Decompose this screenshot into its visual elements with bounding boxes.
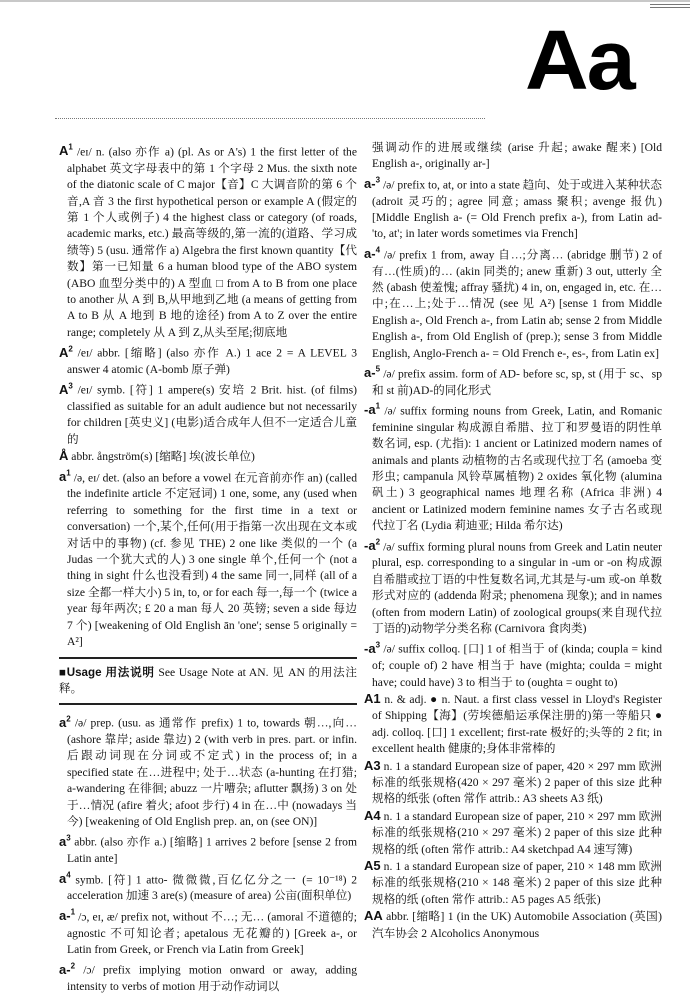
headword-text: -a	[364, 640, 376, 656]
headword-text: A3	[364, 757, 381, 773]
entry-definition: abbr. [缩略] 1 (in the UK) Automobile Association (英国)汽车协会 2 Alcoholics Anonymous	[372, 910, 662, 940]
entry-definition: /ə, eɪ/ det. (also an before a vowel 在元音前亦作 an) (called the indefinite article 不定冠词) 1 one, some, any (used when referring to something for the first time in a text or conversation) 一个,某个,任何(用于指第一次出现在文本或对话中的事物) (cf. 参见 THE) 2 one like 类似的一个 (a Judas 一个犹大式的人) 3 one single 单个,任何一个 (not a thing in sight 什么也没看到) 4 the same 同一,同样 (all of a size 全都一样大小) 5 in, to, or for each 每一,每一个 (twice a year 每年两次; £ 20 a man 每人 20 英镑; seven a side 每边 7 个) [weakening of Old English ān 'one'; sense 5 originally = A²]	[67, 471, 358, 649]
entry-headword	[364, 365, 380, 380]
headword-text: a-	[364, 246, 376, 262]
entry-headword	[59, 448, 68, 463]
dictionary-entry	[59, 868, 357, 905]
right-column	[364, 140, 662, 942]
entry-headword	[364, 808, 381, 823]
homograph-number: 3	[68, 381, 73, 391]
entry-headword	[59, 962, 75, 977]
headword-text: -a	[364, 537, 376, 553]
headword-text: a	[59, 870, 67, 886]
dictionary-entry	[364, 535, 662, 638]
entry-definition: n. 1 a standard European size of paper, 210 × 297 mm 欧洲标准的纸张规格(210 × 297 毫米) 2 paper of this size 此种规格的纸 (often 常作 attrib.: A4 sketchpad A4 速写簿)	[372, 809, 662, 856]
homograph-number: 1	[66, 468, 71, 478]
entry-headword	[364, 758, 381, 773]
homograph-number: 1	[375, 402, 381, 412]
dictionary-entry	[364, 399, 662, 535]
entry-definition: /ɔ, eɪ, æ/ prefix not, without 不…; 无… (amoral 不道德的; agnostic 不可知论者; apetalous 无花瓣的) [Greek a-, or Latin from Greek, or French via Latin from Greek]	[67, 910, 357, 956]
headword-text: a	[59, 469, 67, 485]
entry-definition: n. 1 a standard European size of paper, 420 × 297 mm 欧洲标准的纸张规格(420 × 297 毫米) 2 paper of this size 此种规格的纸张 (often 常作 attrib.: A3 sheets A3 纸)	[372, 759, 662, 806]
entry-headword	[364, 641, 380, 656]
entry-headword	[59, 469, 71, 484]
headword-text: A	[59, 143, 69, 159]
homograph-number: 5	[375, 364, 381, 374]
homograph-number: 2	[66, 714, 71, 724]
dictionary-entry	[59, 341, 357, 378]
dictionary-entry	[364, 173, 662, 243]
entry-definition: 强调动作的进展或继续 (arise 升起; awake 醒来) [Old English a-, originally ar-]	[372, 141, 662, 171]
page-top-rule	[0, 0, 690, 2]
dictionary-entry	[59, 830, 357, 867]
section-letter: Aa	[525, 13, 634, 107]
dictionary-entry	[364, 908, 662, 942]
entry-headword	[59, 143, 73, 158]
entry-headword	[364, 691, 381, 706]
entry-definition: /ə/ prefix to, at, or into a state 趋向、处于或进入某种状态 (adroit 灵巧的; agree 同意; amass 聚积; avenge 报仇) [Middle English a- (= Old French prefix a-), from Latin ad- 'to, at'; in later words sometimes via French]	[372, 178, 662, 241]
entry-headword	[59, 715, 71, 730]
homograph-number: 4	[375, 245, 381, 255]
homograph-number: 4	[66, 870, 71, 880]
entry-headword	[364, 858, 381, 873]
entry-headword	[59, 345, 73, 360]
entry-headword	[59, 834, 71, 849]
entry-headword	[364, 402, 380, 417]
entry-headword	[364, 908, 383, 923]
homograph-number: 1	[70, 907, 76, 917]
headword-text: A	[59, 381, 69, 397]
entry-headword	[364, 246, 380, 261]
dictionary-entry	[59, 466, 358, 651]
entry-definition: /ə/ suffix forming plural nouns from Greek and Latin neuter plural, esp. corresponding to a singular in -um or -on 构成源自希腊或拉丁语的中性复数名词,尤其是与-um 或-on 单数形式对应的 (addenda 附录; phenomena 现象); and in names (often from modern Latin) of zoological groups(来自现代拉丁语的)动物学分类名称 (Carnivora 食肉类)	[372, 539, 662, 636]
entry-definition: abbr. (also 亦作 a.) [缩略] 1 arrives 2 before [sense 2 from Latin ante]	[67, 835, 357, 866]
headword-text: A1	[364, 690, 381, 706]
headword-text: AA	[364, 908, 383, 924]
headword-text: a	[59, 833, 67, 849]
usage-note-body: See Usage Note at AN. 见 AN 的用法注释。	[59, 665, 357, 695]
header-dotted-rule	[55, 118, 485, 119]
homograph-number: 2	[70, 961, 76, 971]
entry-headword	[364, 176, 380, 191]
entry-definition: /eɪ/ n. (also 亦作 a) (pl. As or A's) 1 the first letter of the alphabet 英文字母表中的第 1 个字母 2 Mus. the sixth note of the diatonic scale of C major【音】C 大调音阶的第 6 个音,A 音 3 the first hypothetical person or example A (假定的第 1 个人或例子) 4 the highest class or category (of roads, academic marks, etc.) 最高等级的,第一流的(道路、学习成绩等) 5 (usu. 通常作 a) Algebra the first known quantity【代数】第一已知量 6 a human blood type of the ABO system (ABO 血型分类中的) A 型血 □ from A to B from one place to another 从 A 到 B,从甲地到乙地 (a means of getting from A to B 从 A 地到 B 地的途径) from A to Z over the entire range; completely 从 A 到 Z,从头至尾;彻底地	[67, 145, 357, 339]
entry-definition: n. 1 a standard European size of paper, 210 × 148 mm 欧洲标准的纸张规格(210 × 148 毫米) 2 paper of this size 此种规格的纸 (often 常作 attrib.: A5 pages A5 纸张)	[372, 860, 662, 906]
usage-note	[59, 657, 357, 706]
headword-text: a-	[59, 908, 71, 924]
dictionary-entry	[59, 711, 357, 830]
dictionary-entry	[364, 858, 662, 908]
entry-definition: /ə/ prefix assim. form of AD- before sc, sp, st (用于 sc、sp 和 st 前)AD-的同化形式	[372, 367, 662, 397]
homograph-number: 3	[375, 175, 381, 185]
dictionary-entry	[364, 690, 662, 758]
entry-definition: n. & adj. ● n. Naut. a first class vessel in Lloyd's Register of Shipping【海】(劳埃德船运承保注册的)第一等船只 ● adj. colloq. [口] 1 excellent; first-rate 极好的;头等的 2 fit; in excellent health 健康的;身体非常棒的	[372, 692, 662, 756]
usage-note-title: ■Usage 用法说明	[59, 665, 155, 679]
entry-headword	[59, 871, 71, 886]
dictionary-entry	[364, 243, 662, 362]
corner-decoration	[650, 4, 690, 10]
left-column	[59, 140, 358, 995]
headword-text: A	[59, 344, 69, 360]
headword-text: -a	[364, 402, 376, 418]
entry-definition: symb. [符] 1 atto- 微微微,百亿亿分之一 (= 10⁻¹⁸) 2 acceleration 加速 3 are(s) (measure of area) 公亩(面积单位)	[67, 872, 357, 903]
entry-definition: /ə/ prep. (usu. as 通常作 prefix) 1 to, towards 朝…,向… (ashore 靠岸; aside 靠边) 2 (with verb in pres. part. or infin. 后跟动词现在分词或不定式) in the process of; in a specified state 在…进程中; 处于…状态 (a-hunting 在打猎; a-wandering 在徘徊; abuzz 一片嘈杂; aflutter 飘扬) 3 on 处于…情况 (afire 着火; afoot 步行) 4 in 在…中 (nowadays 当今) [weakening of Old English prep. an, on (see ON)]	[67, 716, 357, 829]
homograph-number: 1	[68, 143, 73, 152]
entry-definition: /ə/ suffix colloq. [口] 1 of 相当于 of (kinda; coupla = kind of; couple of) 2 have 相当于 have (mighta; coulda = might have; could have) 3 to 相当于 to (oughta = ought to)	[372, 642, 662, 689]
dictionary-entry	[364, 362, 662, 399]
entry-definition: /ə/ prefix 1 from, away 自…;分离… (abridge 删节) 2 of 有…(性质)的… (akin 同类的; anew 重新) 3 out, utterly 全然 (abash 使羞愧; affray 骚扰) 4 in, on, engaged in, etc. 在…中;在…上;处于…情况 (see 见 A²) [sense 1 from Middle English a-, Old French a-, from Latin ab; sense 2 from Middle English a-, from Old English of (prep.); sense 3 from Middle English, Anglo-French a- = Old French e-, es-, from Latin ex]	[372, 248, 662, 360]
dictionary-entry	[364, 807, 662, 858]
homograph-number: 2	[68, 344, 73, 354]
headword-text: a	[59, 714, 67, 730]
headword-text: Å	[59, 448, 69, 464]
entry-definition: /eɪ/ abbr. [缩略] (also 亦作 A.) 1 ace 2 = A LEVEL 3 answer 4 atomic (A-bomb 原子弹)	[67, 346, 357, 376]
dictionary-entry	[59, 448, 357, 465]
headword-text: a-	[364, 365, 376, 381]
dictionary-entry	[372, 140, 662, 173]
dictionary-entry	[364, 757, 662, 808]
entry-definition: /eɪ/ symb. [符] 1 ampere(s) 安培 2 Brit. hist. (of films) classified as suitable for an adult audience but not necessarily for children [英史义] (电影)适合成年人但不一定适合儿童的	[67, 383, 357, 446]
homograph-number: 2	[375, 537, 381, 547]
headword-text: A5	[364, 858, 381, 874]
dictionary-entry	[59, 140, 357, 341]
dictionary-entry	[59, 905, 357, 959]
entry-headword	[59, 908, 75, 923]
entry-headword	[364, 538, 380, 553]
dictionary-entry	[364, 637, 662, 691]
entry-definition: /ə/ suffix forming nouns from Greek, Latin, and Romanic feminine singular 构成源自希腊、拉丁和罗曼语的阴性单数名词, esp. (尤指): 1 ancient or Latinized modern names of animals and plants 动植物的古名或现代拉丁名 (amoeba 变形虫; campanula 风铃草属植物) 2 oxides 氧化物 (alumina 矾土) 3 geographical names 地理名称 (Africa 非洲) 4 ancient or Latinized modern feminine names 女子古名或现代拉丁名 (Lydia 莉迪亚; Hilda 希尔达)	[372, 404, 662, 533]
dictionary-entry	[59, 958, 357, 995]
entry-definition: /ɔ/ prefix implying motion onward or away, adding intensity to verbs of motion 用于动作动词以	[67, 963, 357, 994]
headword-text: a-	[59, 961, 71, 977]
entry-headword	[59, 382, 73, 397]
headword-text: a-	[364, 176, 376, 192]
dictionary-entry	[59, 378, 357, 448]
entry-definition: abbr. ångström(s) [缩略] 埃(波长单位)	[71, 450, 255, 464]
homograph-number: 3	[375, 640, 381, 650]
headword-text: A4	[364, 807, 381, 823]
homograph-number: 3	[66, 833, 71, 843]
